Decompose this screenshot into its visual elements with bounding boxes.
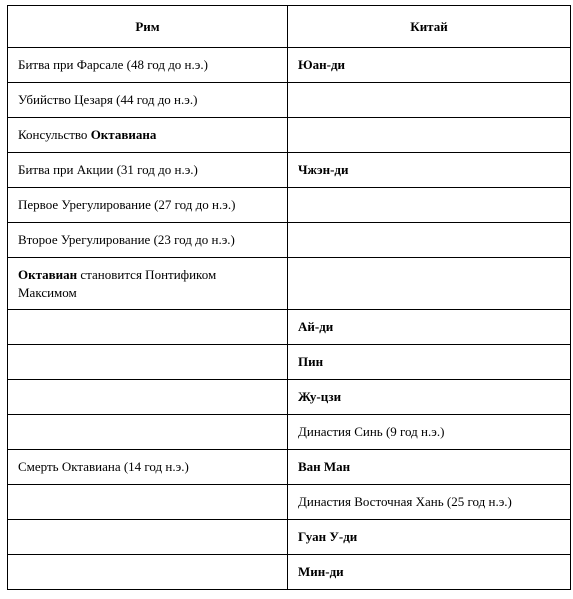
table-row bbox=[8, 223, 571, 258]
cell-text: Убийство Цезаря (44 год до н.э.) bbox=[18, 92, 198, 107]
cell-text: Смерть Октавиана (14 год н.э.) bbox=[18, 459, 189, 474]
header-china: Китай bbox=[288, 6, 571, 48]
table-body bbox=[8, 48, 571, 590]
cell-rome bbox=[8, 153, 288, 188]
table-row bbox=[8, 258, 571, 310]
cell-rome bbox=[8, 485, 288, 520]
cell-text: Октавиана bbox=[90, 127, 157, 142]
chronology-table bbox=[7, 5, 571, 590]
cell-china bbox=[288, 380, 571, 415]
cell-text: Второе Урегулирование (23 год до н.э.) bbox=[18, 232, 235, 247]
cell-text: Чжэн-ди bbox=[298, 162, 349, 177]
cell-text: Ай-ди bbox=[298, 319, 334, 334]
cell-rome bbox=[8, 223, 288, 258]
cell-text: Консульство bbox=[18, 127, 91, 142]
table-row bbox=[8, 450, 571, 485]
cell-text: Первое Урегулирование (27 год до н.э.) bbox=[18, 197, 236, 212]
cell-text: Династия Восточная Хань (25 год н.э.) bbox=[298, 494, 512, 509]
cell-rome bbox=[8, 310, 288, 345]
cell-rome bbox=[8, 520, 288, 555]
cell-china bbox=[288, 415, 571, 450]
table-row bbox=[8, 345, 571, 380]
cell-china bbox=[288, 520, 571, 555]
table-row bbox=[8, 118, 571, 153]
cell-rome bbox=[8, 450, 288, 485]
table-row bbox=[8, 48, 571, 83]
cell-china bbox=[288, 223, 571, 258]
cell-rome bbox=[8, 188, 288, 223]
cell-rome bbox=[8, 258, 288, 310]
cell-text: становится Понтификом Максимом bbox=[18, 266, 217, 300]
table-row bbox=[8, 153, 571, 188]
cell-text: Династия Синь (9 год н.э.) bbox=[298, 424, 445, 439]
cell-text: Юан-ди bbox=[298, 57, 346, 72]
cell-rome bbox=[8, 380, 288, 415]
cell-text: Пин bbox=[298, 354, 324, 369]
cell-text: Ван Ман bbox=[298, 459, 351, 474]
cell-china bbox=[288, 48, 571, 83]
cell-china bbox=[288, 118, 571, 153]
table-row bbox=[8, 485, 571, 520]
cell-text: Гуан У-ди bbox=[298, 529, 358, 544]
cell-china bbox=[288, 188, 571, 223]
table-row bbox=[8, 83, 571, 118]
cell-rome bbox=[8, 48, 288, 83]
table-row bbox=[8, 380, 571, 415]
cell-rome bbox=[8, 118, 288, 153]
table-row bbox=[8, 415, 571, 450]
cell-text: Мин-ди bbox=[298, 564, 344, 579]
cell-china bbox=[288, 450, 571, 485]
table-row bbox=[8, 520, 571, 555]
header-row bbox=[8, 6, 571, 48]
cell-china bbox=[288, 555, 571, 590]
cell-text: Битва при Фарсале (48 год до н.э.) bbox=[18, 57, 208, 72]
table-row bbox=[8, 310, 571, 345]
cell-china bbox=[288, 258, 571, 310]
cell-china bbox=[288, 485, 571, 520]
cell-china bbox=[288, 153, 571, 188]
cell-text: Жу-цзи bbox=[298, 389, 342, 404]
cell-china bbox=[288, 83, 571, 118]
cell-rome bbox=[8, 555, 288, 590]
table-row bbox=[8, 188, 571, 223]
cell-china bbox=[288, 310, 571, 345]
table-row bbox=[8, 555, 571, 590]
cell-china bbox=[288, 345, 571, 380]
header-rome: Рим bbox=[8, 6, 288, 48]
cell-text: Октавиан bbox=[18, 266, 78, 282]
cell-rome bbox=[8, 345, 288, 380]
cell-text: Битва при Акции (31 год до н.э.) bbox=[18, 162, 198, 177]
cell-rome bbox=[8, 415, 288, 450]
cell-rome bbox=[8, 83, 288, 118]
